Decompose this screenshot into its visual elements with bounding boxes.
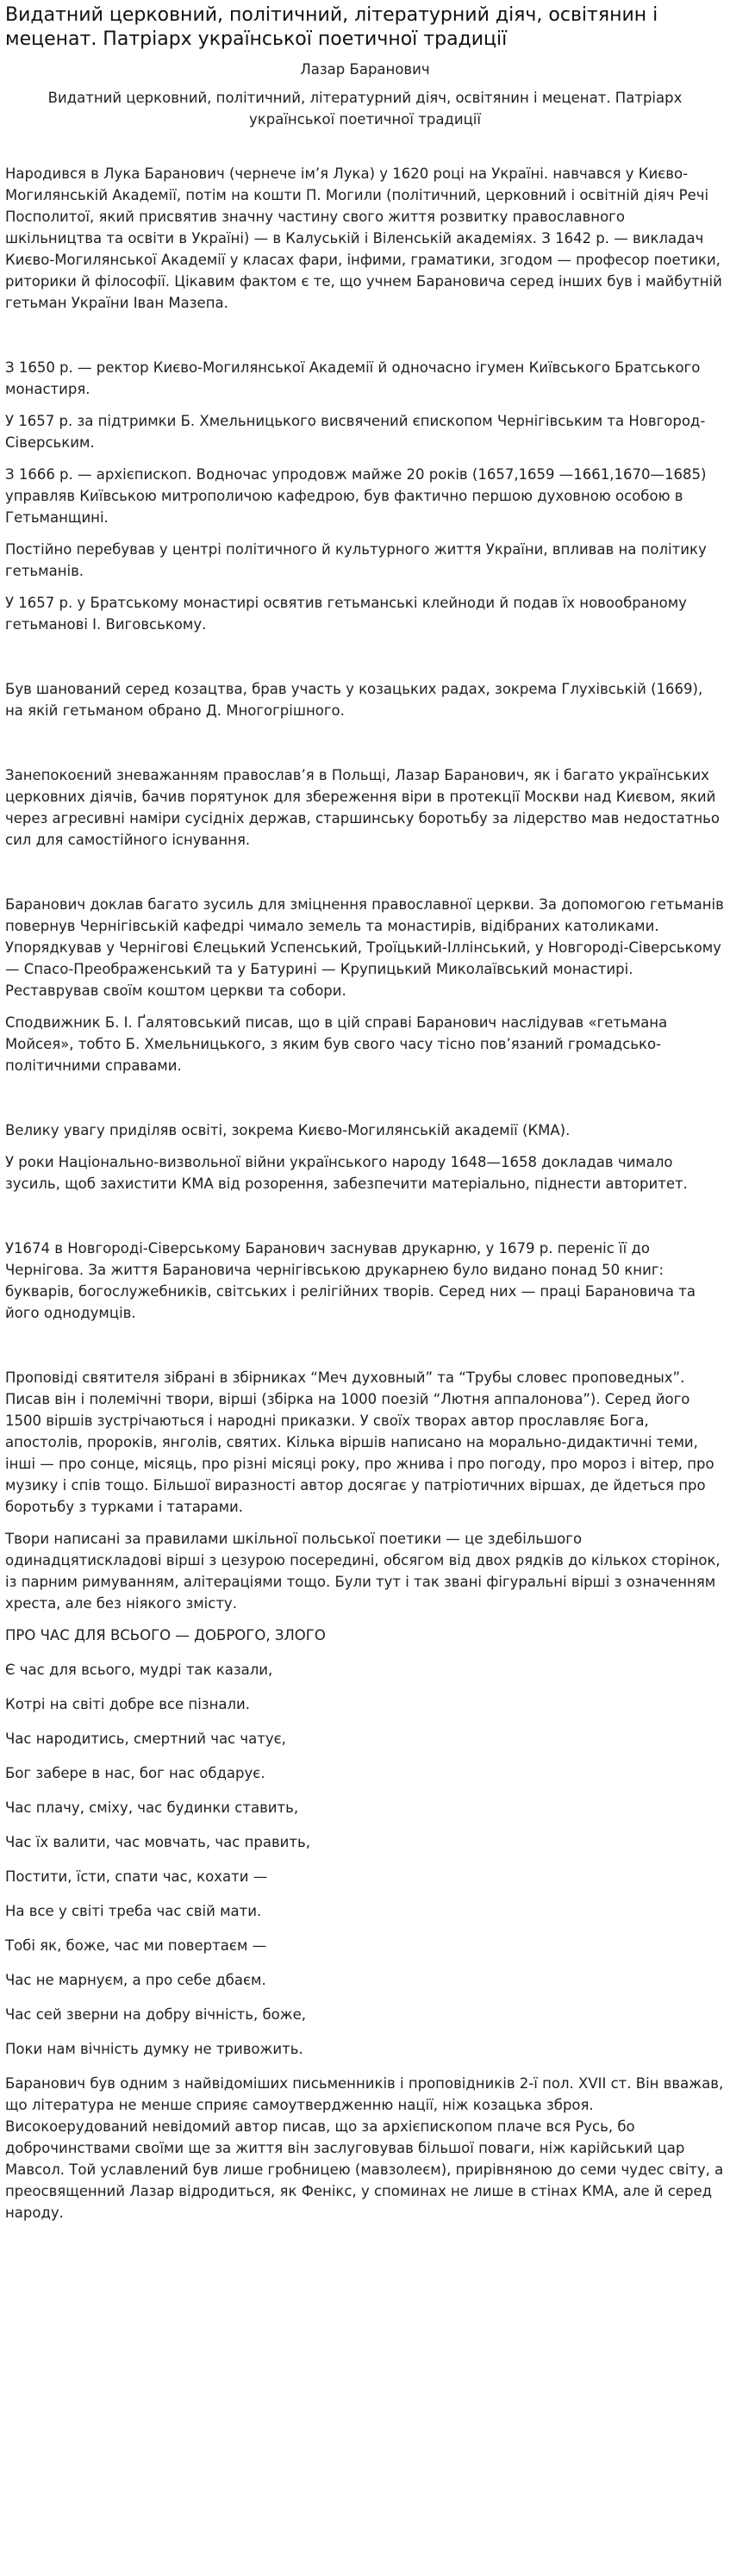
paragraph: Баранович був одним з найвідоміших письменників і проповідників 2-ї пол. XVII ст. Він вважав, що література не менше сприяє самоутвердженню нації, ніж козацька зброя. Високоерудований невідомий автор писав, що за архієпископом плаче вся Русь, бо доброчинствами своїми ще за життя він заслуговував більшої поваги, ніж карійський цар Мавсол. Той уславлений був лише гробницею (мавзолеєм), прирівняною до семи чудес світу, а преосвященний Лазар відродиться, як Фенікс, у споминах не лише в стінах КМА, але й серед народу. [5,2075,724,2221]
poem-line: На все у світі треба час свій мати. [5,1903,262,1919]
paragraph: Баранович доклав багато зусиль для зміцнення православної церкви. За допомогою гетьманів повернув Чернігівській кафедрі чимало земель та монастирів, відібраних католиками. Упорядкував у Чернігові Єлецький Успенський, Троїцький-Іллінський, у Новгороді-Сіверському — Спасо-Преображенський та у Батурині — Крупицький Миколаївський монастирі. Реставрував своїм коштом церкви та собори. [5,896,724,999]
paragraph: Велику увагу приділяв освіті, зокрема Києво-Могилянській академії (КМА). [5,1122,571,1138]
page-title: Видатний церковний, політичний, літературний діяч, освітянин і меценат. Патріарх української поетичної традиції [5,4,658,50]
author-name: Лазар Баранович [300,61,430,78]
paragraph: Твори написані за правилами шкільної польської поетики — це здебільшого одинадцятискладові вірші з цезурою посередині, обсягом від двох рядків до кількох сторінок, із парним римуванням, алітераціями тощо. Були тут і так звані фігуральні вірші з означенням хреста, але без ніякого змісту. [5,1531,721,1612]
poem-line: Бог забере в нас, бог нас обдарує. [5,1765,265,1781]
poem-line: Поки нам вічність думку не тривожить. [5,2041,303,2057]
paragraph: Занепокоєний зневажанням православ’я в Польщі, Лазар Баранович, як і багато українських церковних діячів, бачив порятунок для збереження віри в протекції Москви над Києвом, який через агресивні наміри сусідніх держав, старшинську боротьбу за лідерство мав недостатньо сил для самостійного існування. [5,767,720,848]
paragraph: У 1657 р. за підтримки Б. Хмельницького висвячений єпископом Чернігівським та Новгород-Сіверським. [5,413,706,451]
poem-line: Є час для всього, мудрі так казали, [5,1662,273,1678]
paragraph: Постійно перебував у центрі політичного й культурного життя України, впливав на політику гетьманів. [5,541,707,579]
poem-line: Час плачу, сміху, час будинки ставить, [5,1799,299,1816]
poem-line: Котрі на світі добре все пізнали. [5,1696,250,1712]
paragraph: У роки Національно-визвольної війни українського народу 1648—1658 докладав чимало зусиль, щоб захистити КМА від розорення, забезпечити матеріально, піднести авторитет. [5,1154,688,1192]
poem-line: Час не марнуєм, а про себе дбаєм. [5,1972,266,1988]
paragraph: Проповіді святителя зібрані в збірниках “Меч духовный” та “Трубы словес проповедных”. Писав він і полемічні твори, вірші (збірка на 1000 поезій “Лютня аппалонова”). Серед його 1500 віршів зустрічаються і народні приказки. У своїх творах автор прославляє Бога, апостолів, пророків, янголів, святих. Кілька віршів написано на морально-дидактичні теми, інші — про сонце, місяць, про різні місяці року, про жнива і про погоду, про мороз і вітер, про музику і спів тощо. Більшої виразності автор досягає у патріотичних віршах, де йдеться про боротьбу з турками і татарами. [5,1369,714,1515]
poem-line: Постити, їсти, спати час, кохати — [5,1868,268,1885]
paragraph-spacer [5,646,725,678]
paragraph-spacer [5,732,725,764]
article-body [5,163,725,2224]
paragraph-spacer [5,861,725,894]
paragraph: Сподвижник Б. І. Ґалятовський писав, що в цій справі Баранович наслідував «гетьмана Мойсея», тобто Б. Хмельницького, з яким був свого часу тісно пов’язаний громадсько-політичними справами. [5,1014,668,1074]
poem-line: Тобі як, боже, час ми повертаєм — [5,1937,267,1954]
paragraph-spacer [5,324,725,357]
poem-line: Час народитись, смертний час чатує, [5,1731,286,1747]
paragraph: Народився в Лука Баранович (чернече ім’я Лука) у 1620 році на Україні. навчався у Києво-Могилянській Академії, потім на кошти П. Могили (політичний, церковний і освітній діяч Речі Посполитої, який присвятив значну частину свого життя розвитку православного шкільництва та освіти в Україні) — в Калуській і Віленській академіях. З 1642 р. — викладач Києво-Могилянської Академії у класах фари, інфими, граматики, згодом — професор поетики, риторики й філософії. Цікавим фактом є те, що учнем Барановича серед інших був і майбутній гетьман України Іван Мазепа. [5,165,722,311]
poem-line: ПРО ЧАС ДЛЯ ВСЬОГО — ДОБРОГО, ЗЛОГО [5,1627,326,1644]
poem-line: Час їх валити, час мовчать, час править, [5,1834,310,1850]
paragraph-spacer [5,1334,725,1367]
paragraph: З 1650 р. — ректор Києво-Могилянської Академії й одночасно ігумен Київського Братського монастиря. [5,359,701,397]
paragraph: З 1666 р. — архієпископ. Водночас упродовж майже 20 років (1657,1659 —1661,1670—1685) управляв Київською митрополичою кафедрою, був фактично першою духовною особою в Гетьманщині. [5,466,707,526]
paragraph-spacer [5,1205,725,1238]
poem-line: Час сей зверни на добру вічність, боже, [5,2006,306,2023]
article-subtitle: Видатний церковний, політичний, літературний діяч, освітянин і меценат. Патріарх української поетичної традиції [47,90,683,128]
article [0,3,730,2268]
paragraph: У 1657 р. у Братському монастирі освятив гетьманські клейноди й подав їх новообраному гетьманові І. Виговському. [5,595,687,633]
paragraph-spacer [5,1087,725,1120]
paragraph: Був шанований серед козацтва, брав участь у козацьких радах, зокрема Глухівській (1669), на якій гетьманом обрано Д. Многогрішного. [5,681,703,719]
paragraph: У1674 в Новгороді-Сіверському Баранович заснував друкарню, у 1679 р. переніс її до Чернігова. За життя Барановича чернігівською друкарнею було видано понад 50 книг: букварів, богослужебників, світських і релігійних творів. Серед них — праці Барановича та його однодумців. [5,1240,696,1321]
